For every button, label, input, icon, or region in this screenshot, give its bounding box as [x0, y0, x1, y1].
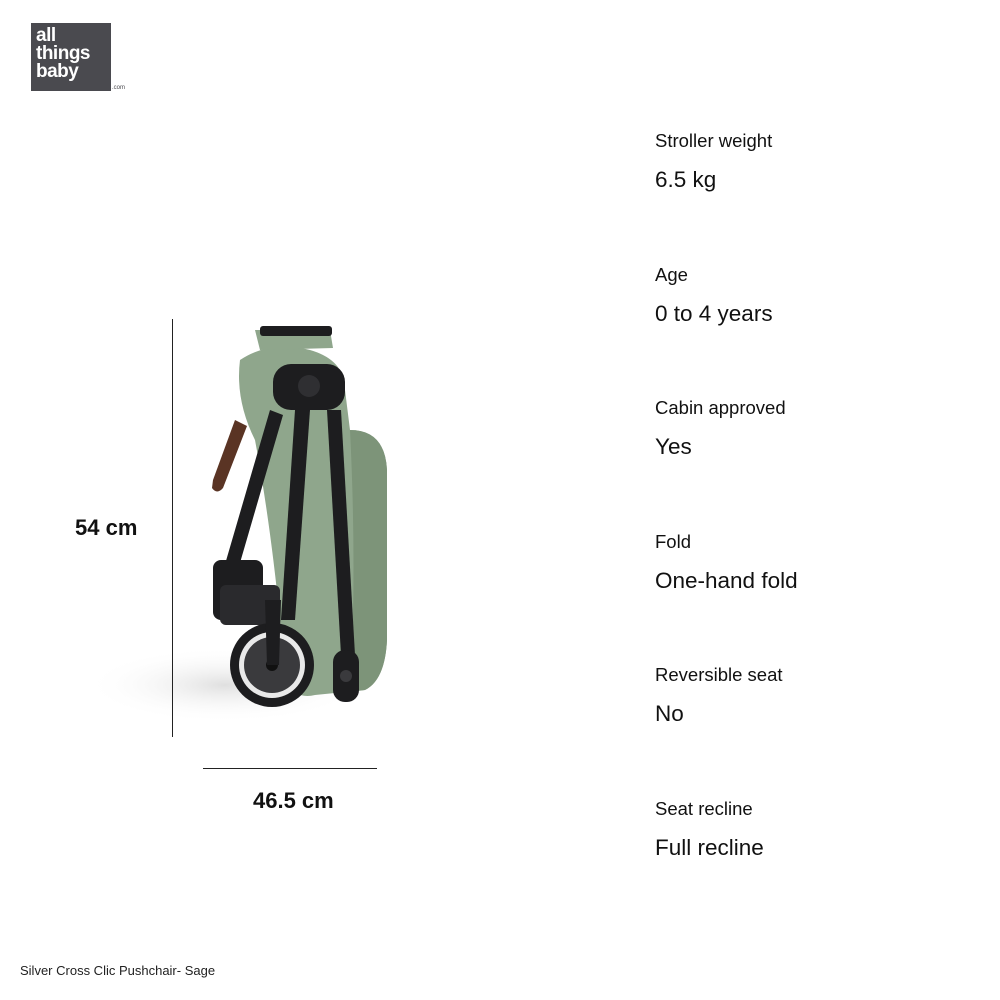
brand-logo-box	[31, 23, 111, 91]
spec-label: Seat recline	[655, 797, 753, 819]
brand-logo[interactable]	[31, 23, 126, 91]
spec-label: Reversible seat	[655, 664, 783, 686]
spec-value: 0 to 4 years	[655, 300, 773, 326]
spec-value: Full recline	[655, 834, 764, 860]
spec-fold	[655, 529, 985, 663]
brand-domain-suffix: .com	[112, 85, 126, 91]
spec-seat-recline	[655, 796, 985, 930]
brand-line-2: things	[36, 43, 90, 64]
fabric-shade	[350, 430, 387, 692]
brand-trademark: ™	[99, 23, 104, 29]
hinge-logo	[298, 375, 320, 397]
spec-value: Yes	[655, 434, 692, 460]
product-caption: Silver Cross Clic Pushchair- Sage	[20, 963, 216, 978]
spec-list	[655, 128, 985, 930]
front-fork	[265, 600, 281, 665]
spec-stroller-weight	[655, 128, 985, 262]
handlebar	[212, 420, 247, 492]
spec-value: One-hand fold	[655, 567, 798, 593]
spec-value: 6.5 kg	[655, 167, 717, 192]
folded-stroller-image	[95, 320, 405, 730]
spec-label: Fold	[655, 530, 691, 552]
canopy-bar	[260, 326, 332, 336]
spec-label: Stroller weight	[655, 130, 773, 151]
spec-label: Age	[655, 263, 688, 285]
spec-label: Cabin approved	[655, 397, 786, 419]
height-dimension-label: 54 cm	[75, 515, 138, 540]
height-dimension-line	[172, 319, 173, 737]
width-dimension-label: 46.5 cm	[253, 788, 334, 813]
rear-wheel-hub	[340, 670, 352, 682]
spec-value: No	[655, 701, 684, 727]
brand-line-1: all	[36, 25, 56, 46]
spec-cabin-approved	[655, 395, 985, 529]
brand-line-3: baby	[36, 61, 79, 82]
spec-age	[655, 262, 985, 396]
width-dimension-line	[203, 768, 377, 769]
spec-reversible-seat	[655, 662, 985, 796]
